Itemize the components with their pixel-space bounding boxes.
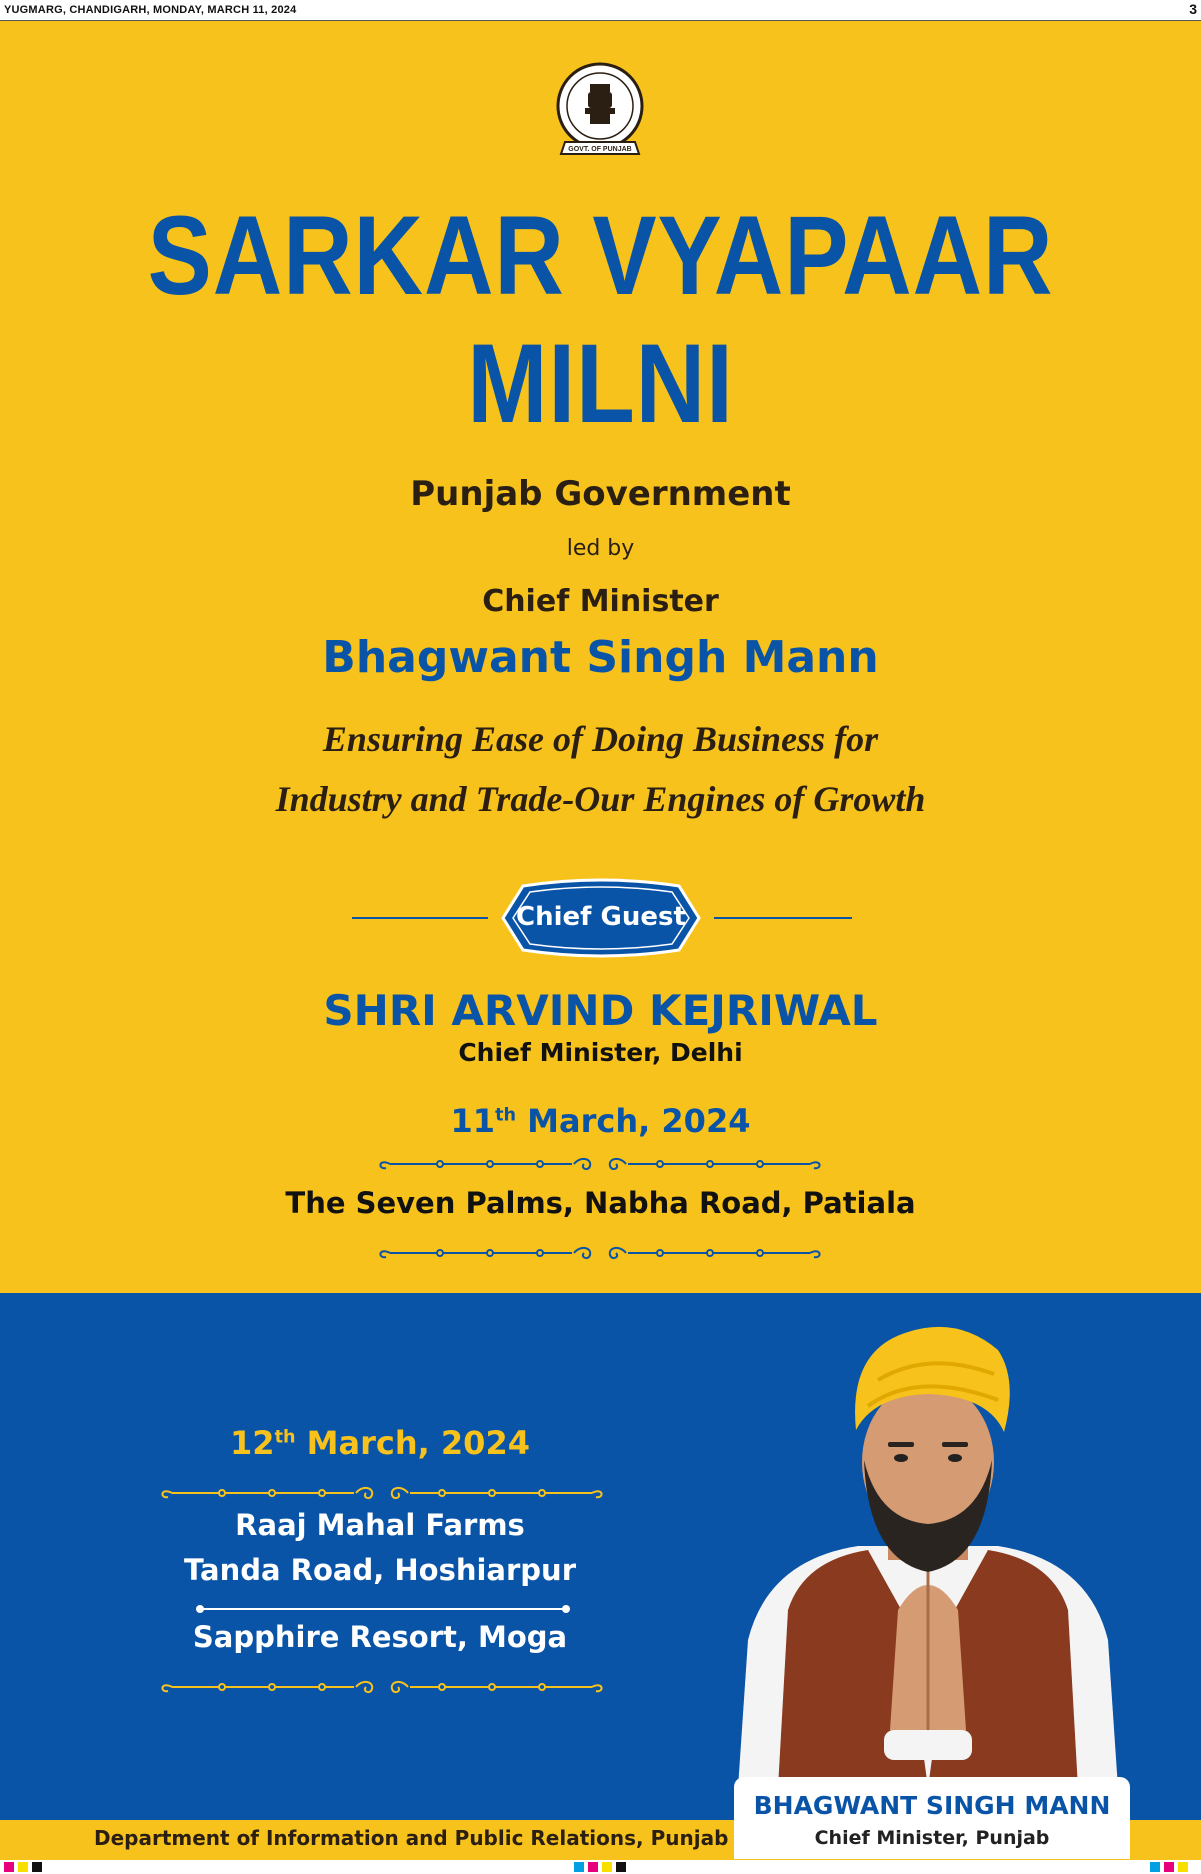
ornament-divider-4	[158, 1677, 606, 1697]
event1-day: 11	[450, 1102, 496, 1140]
cm-name: Bhagwant Singh Mann	[322, 632, 879, 683]
emblem-caption: GOVT. OF PUNJAB	[568, 146, 632, 153]
ornament-divider-1	[376, 1154, 824, 1174]
event2-date	[160, 1424, 600, 1462]
portrait-caption-name: BHAGWANT SINGH MANN	[753, 1791, 1111, 1820]
tagline-line-2: Industry and Trade-Our Engines of Growth	[275, 779, 926, 819]
page-number: 3	[1189, 1, 1197, 17]
portrait-caption-role: Chief Minister, Punjab	[814, 1827, 1050, 1849]
event1-month-year: March, 2024	[516, 1102, 751, 1140]
headline-line-2: MILNI	[467, 321, 734, 446]
guest-divider-left	[352, 917, 488, 919]
cm-label: Chief Minister	[482, 584, 719, 619]
ornament-divider-3	[158, 1483, 606, 1503]
print-margin	[0, 1860, 1201, 1874]
punjab-govt-emblem-icon	[553, 60, 647, 162]
event2-day-suffix: th	[274, 1427, 296, 1448]
chief-guest-name: SHRI ARVIND KEJRIWAL	[323, 986, 878, 1035]
chief-guest-label: Chief Guest	[516, 902, 686, 932]
newspaper-masthead	[0, 0, 1201, 21]
event2-venue-a-line2: Tanda Road, Hoshiarpur	[184, 1553, 576, 1587]
tagline-line-1: Ensuring Ease of Doing Business for	[322, 719, 879, 759]
ornament-divider-2	[376, 1243, 824, 1263]
event1-day-suffix: th	[495, 1105, 516, 1126]
guest-divider-right	[714, 917, 852, 919]
cm-portrait	[708, 1310, 1148, 1788]
event1-date	[0, 1102, 1201, 1140]
event2-venue-b: Sapphire Resort, Moga	[192, 1620, 568, 1654]
headline-line-1: SARKAR VYAPAAR	[147, 193, 1054, 318]
led-by-text: led by	[566, 536, 635, 561]
event2-day: 12	[230, 1424, 275, 1462]
venue-separator	[195, 1604, 571, 1614]
footer-department: Department of Information and Public Relations, Punjab	[94, 1826, 729, 1850]
portrait-caption-box	[734, 1777, 1130, 1859]
event1-venue: The Seven Palms, Nabha Road, Patiala	[285, 1186, 916, 1220]
chief-guest-role: Chief Minister, Delhi	[458, 1038, 743, 1067]
masthead-dateline: YUGMARG, CHANDIGARH, MONDAY, MARCH 11, 2024	[4, 4, 297, 16]
event2-venue-a-line1: Raaj Mahal Farms	[235, 1508, 525, 1542]
org-name: Punjab Government	[410, 474, 791, 514]
event2-month-year: March, 2024	[295, 1424, 530, 1462]
